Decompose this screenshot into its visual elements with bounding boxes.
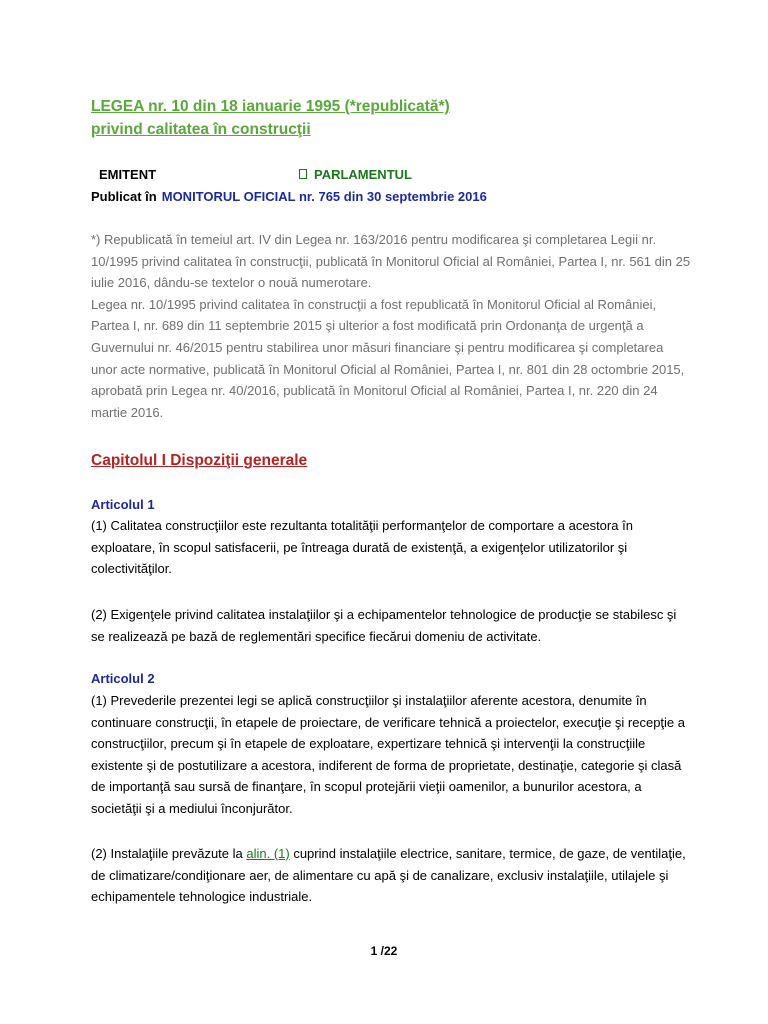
publication-label: Publicat în: [91, 189, 157, 204]
article-1-paragraph-1-text: (1) Calitatea construcţiilor este rezultanta totalităţii performanţelor de comportare a acestora în exploatare, în scopul satisfacerii, pe întreaga durată de existenţă, a exigenţelor utilizatorilor şi colectivităţilor.: [91, 518, 633, 577]
article-1-heading: Articolul 1: [91, 497, 155, 512]
missing-glyph-icon: [299, 169, 307, 179]
issuer-label: EMITENT: [99, 167, 157, 182]
article-2-paragraph-1: [91, 690, 691, 820]
republication-note: [91, 229, 691, 423]
paragraph-reference-link[interactable]: alin. (1): [246, 846, 290, 861]
article-1-paragraph-2-text: (2) Exigenţele privind calitatea instalaţiilor şi a echipamentelor tehnologice de producţie se stabilesc şi se realizează pe bază de reglementări specifice fiecărui domeniu de activitate.: [91, 607, 677, 644]
law-title[interactable]: [91, 95, 711, 141]
article-1-paragraph-1: [91, 515, 691, 580]
law-title-line-1[interactable]: LEGEA nr. 10 din 18 ianuarie 1995 (*republicată*): [91, 98, 450, 115]
publication-row: [91, 188, 711, 206]
article-1-paragraph-2: [91, 604, 691, 647]
note-paragraph-2: Legea nr. 10/1995 privind calitatea în construcţii a fost republicată în Monitorul Oficial al României, Partea I, nr. 689 din 11 septembrie 2015 şi ulterior a fost modificată prin Ordonanţa de urgenţă a Guvernului nr. 46/2015 pentru stabilirea unor măsuri financiare şi pentru modificarea şi completarea unor acte normative, publicată în Monitorul Oficial al României, Partea I, nr. 801 din 28 octombrie 2015, aprobată prin Legea nr. 40/2016, publicată în Monitorul Oficial al României, Partea I, nr. 220 din 24 martie 2016.: [91, 296, 685, 420]
article-2-paragraph-2-start: (2) Instalaţiile prevăzute la: [91, 846, 247, 861]
article-2-paragraph-2-end: cuprind instalaţiile electrice, sanitare, termice, de gaze, de ventilaţie, de climatizare/condiţionare aer, de alimentare cu apă şi de canalizare, exclusiv instalaţiile, utilajele şi echipamentele tehnologice industriale.: [91, 846, 686, 905]
article-2-paragraph-2: [91, 843, 691, 908]
article-2-paragraph-1-text: (1) Prevederile prezentei legi se aplică construcţiilor şi instalaţiilor aferente acestora, denumite în continuare construcţii, în etapele de proiectare, de verificare tehnică a proiectelor, execuţie şi recepţie a construcţiilor, precum şi în etapele de exploatare, expertizare tehnică şi intervenţii la construcţiile existente şi de postutilizare a acestora, indiferent de forma de proprietate, destinaţie, categorie şi clasă de importanţă sau sursă de finanţare, în scopul protejării vieţii oamenilor, a bunurilor acestora, a societăţii şi a mediului înconjurător.: [91, 693, 686, 816]
law-title-line-2[interactable]: privind calitatea în construcţii: [91, 121, 311, 138]
article-2-heading: Articolul 2: [91, 671, 155, 686]
issuer-value: PARLAMENTUL: [314, 167, 412, 182]
publication-value: MONITORUL OFICIAL nr. 765 din 30 septembrie 2016: [161, 189, 487, 204]
page-number: 1 /22: [370, 944, 398, 958]
article-2-paragraph-2-text: [91, 843, 691, 908]
note-paragraph-1: *) Republicată în temeiul art. IV din Legea nr. 163/2016 pentru modificarea şi completarea Legii nr. 10/1995 privind calitatea în construcţii, publicată în Monitorul Oficial al României, Partea I, nr. 561 din 25 iulie 2016, dându-se textelor o nouă numerotare.: [91, 232, 691, 291]
chapter-heading[interactable]: Capitolul I Dispoziţii generale: [91, 452, 308, 469]
